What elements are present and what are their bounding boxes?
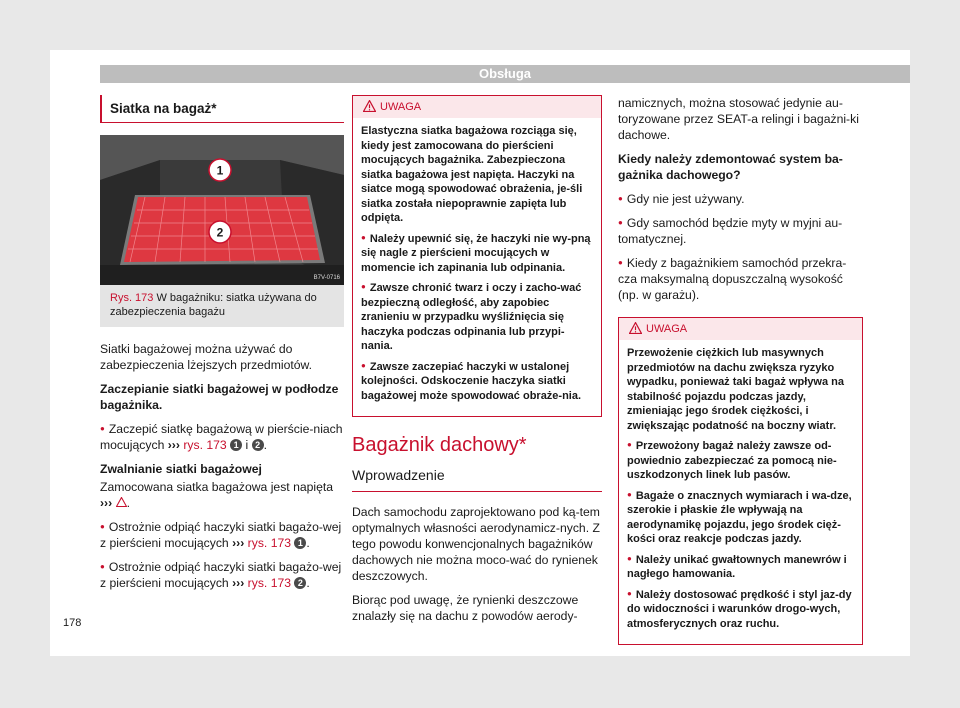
warning-bullet: ● Należy upewnić się, że haczyki nie wy-pną się nagle z pierścieni mocujących w momencie ich zapinania lub odpinania. (361, 231, 593, 276)
warning-triangle-icon (116, 497, 127, 507)
chapter-title: Bagażnik dachowy* (352, 434, 527, 456)
when-bullet: ● Kiedy z bagażnikiem samochód przekra-cza maksymalną dopuszczalną wysokość (np. w garażu). (618, 255, 863, 303)
column-right (618, 95, 863, 645)
column-middle (352, 95, 602, 632)
warning-box (352, 95, 602, 417)
release-bullet-1: ● Ostrożnie odpiąć haczyki siatki bagażo-wej z pierścieni mocujących ››› rys. 173 1 . (100, 519, 344, 551)
hook-heading: Zaczepianie siatki bagażowej w podłodze bagażnika. (100, 382, 339, 412)
hook-bullet: ● Zaczepić siatkę bagażową w pierście-niach mocujących ››› rys. 173 1 i 2 . (100, 421, 344, 453)
body-text: namicznych, można stosować jedynie au-toryzowane przez SEAT-a relingi i bagażni-ki dachowe. (618, 96, 859, 142)
warning-bullet: ● Przewożony bagaż należy zawsze od-powiednio zabezpieczać za pomocą nie-uszkodzonych linek lub pasów. (627, 438, 854, 483)
subsection-title: Wprowadzenie (352, 467, 602, 492)
warning-bullet: ● Należy dostosować prędkość i styl jaz-dy do widoczności i warunków drogo-wych, atmosferycznych oraz ruchu. (627, 587, 854, 632)
when-bullet: ● Gdy nie jest używany. (618, 191, 863, 207)
callout-2: 2 (216, 225, 224, 240)
figure (100, 135, 344, 327)
body-text: Biorąc pod uwagę, że rynienki deszczowe znalazły się na dachu z powodów aerody- (352, 593, 579, 623)
column-left (100, 95, 344, 599)
warning-header: UWAGA (353, 96, 601, 118)
figure-code: B7V-0716 (313, 275, 340, 281)
warning-header: UWAGA (619, 318, 862, 340)
page-number: 178 (63, 617, 82, 629)
trunk-net-photo (100, 135, 344, 285)
ref-link[interactable]: rys. 173 (183, 438, 227, 452)
warning-triangle-icon (363, 100, 376, 112)
page-header: Obsługa (100, 65, 910, 83)
warning-box (618, 317, 863, 645)
warning-bullet: ● Zawsze zaczepiać haczyki w ustalonej kolejności. Odskoczenie haczyka siatki bagażowej może spowodować obraże-nia. (361, 359, 593, 404)
warning-triangle-icon (629, 322, 642, 334)
callout-1: 1 (216, 163, 224, 178)
warning-bullet: ● Bagaże o znacznych wymiarach i wa-dze, szerokie i płaskie źle wpływają na aerodynamikę pojazdu, jego środek cięż-kości oraz reakcje podczas jazdy. (627, 488, 854, 547)
when-bullet: ● Gdy samochód będzie myty w myjni au-tomatycznej. (618, 215, 863, 247)
warning-bullet: ● Należy unikać gwałtownych manewrów i nagłego hamowania. (627, 552, 854, 582)
warning-intro: Elastyczna siatka bagażowa rozciąga się, kiedy jest zamocowana do pierścieni mocujących bagażnika. Zabezpieczona siatka bagażowa jest napięta. Haczyki na siatce mogą spowodować obrażenia, je-śli siatka została niepoprawnie zapięta lub odpięta. (361, 125, 583, 224)
release-heading: Zwalnianie siatki bagażowej (100, 462, 262, 476)
page (50, 50, 910, 656)
warning-intro: Przewożenie ciężkich lub masywnych przedmiotów na dachu zwiększa ryzyko wypadku, ponieważ taki bagaż wpływa na stabilność pojazdu podczas jazdy, zmieniając jego środek ciężkości, i zwiększając podatność na boczny wiatr. (627, 347, 844, 432)
intro-text: Siatki bagażowej można używać do zabezpieczenia lżejszych przedmiotów. (100, 342, 313, 372)
release-text: Zamocowana siatka bagażowa jest napięta ››› . (100, 480, 334, 510)
when-heading: Kiedy należy zdemontować system ba-gażnika dachowego? (618, 152, 843, 182)
body-text: Dach samochodu zaprojektowano pod ką-tem optymalnych własności aerodynamicz-nych. Z tego powodu konwencjonalnych bagażników dachowych nie można moco-wać do rynienek deszczowych. (352, 505, 600, 583)
figure-caption: Rys. 173 W bagażniku: siatka używana do zabezpieczenia bagażu (110, 292, 317, 318)
section-title: Siatka na bagaż* (100, 95, 344, 123)
warning-bullet: ● Zawsze chronić twarz i oczy i zacho-wać bezpieczną odległość, aby zapobiec zranieniu w przypadku wyśliźnięcia się haczyka podczas odpinania lub przypi-nania. (361, 280, 593, 354)
release-bullet-2: ● Ostrożnie odpiąć haczyki siatki bagażo-wej z pierścieni mocujących ››› rys. 173 2 . (100, 559, 344, 591)
